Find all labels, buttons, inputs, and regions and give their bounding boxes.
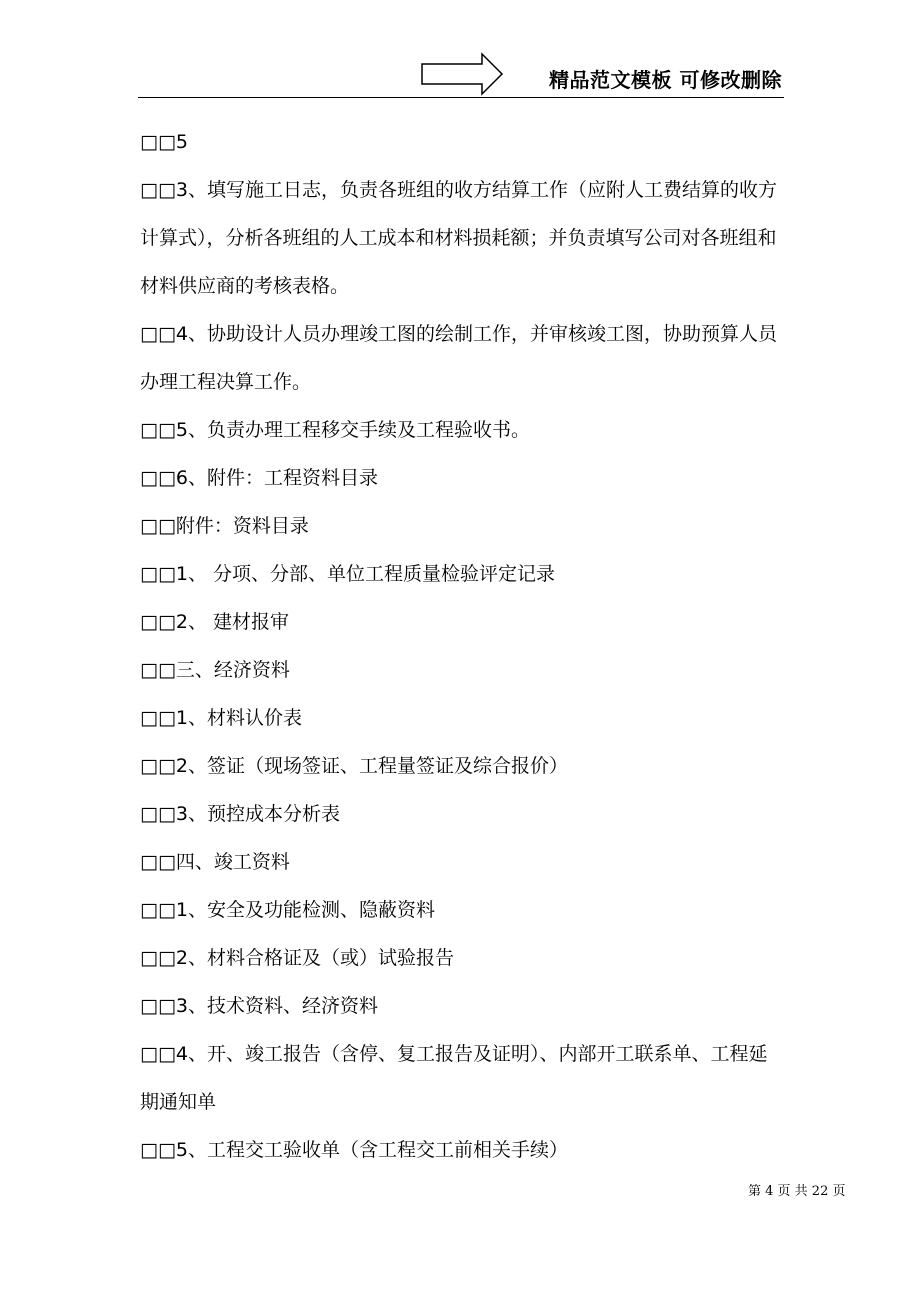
paragraph: □□三、经济资料 [140,659,290,681]
paragraph: □□2、材料合格证及（或）试验报告 [140,947,454,969]
header-rule [138,97,784,98]
page-number: 第 4 页 共 22 页 [748,1184,846,1199]
paragraph: □□5、负责办理工程移交手续及工程验收书。 [140,419,530,441]
paragraph: □□5、工程交工验收单（含工程交工前相关手续） [140,1139,568,1161]
paragraph: □□2、签证（现场签证、工程量签证及综合报价） [140,755,568,777]
paragraph: □□3、预控成本分析表 [140,803,340,825]
paragraph: □□四、竣工资料 [140,851,290,873]
paragraph: □□1、安全及功能检测、隐蔽资料 [140,899,435,921]
paragraph: □□3、技术资料、经济资料 [140,995,378,1017]
document-body [140,118,780,1174]
paragraph: □□5 [140,131,188,153]
paragraph: □□6、附件：工程资料目录 [140,467,378,489]
page-header [138,50,784,98]
paragraph: □□附件：资料目录 [140,515,309,537]
header-title: 精品范文模板 可修改删除 [549,68,782,92]
paragraph: □□1、材料认价表 [140,707,302,729]
paragraph: □□4、协助设计人员办理竣工图的绘制工作，并审核竣工图，协助预算人员办理工程决算工作。 [140,323,777,393]
paragraph: □□4、开、竣工报告（含停、复工报告及证明）、内部开工联系单、工程延期通知单 [140,1043,768,1113]
paragraph: □□1、 分项、分部、单位工程质量检验评定记录 [140,563,556,585]
paragraph: □□2、 建材报审 [140,611,290,633]
paragraph: □□3、填写施工日志，负责各班组的收方结算工作（应附人工费结算的收方计算式），分析各班组的人工成本和材料损耗额；并负责填写公司对各班组和材料供应商的考核表格。 [140,179,777,297]
arrow-right-icon [420,52,504,96]
